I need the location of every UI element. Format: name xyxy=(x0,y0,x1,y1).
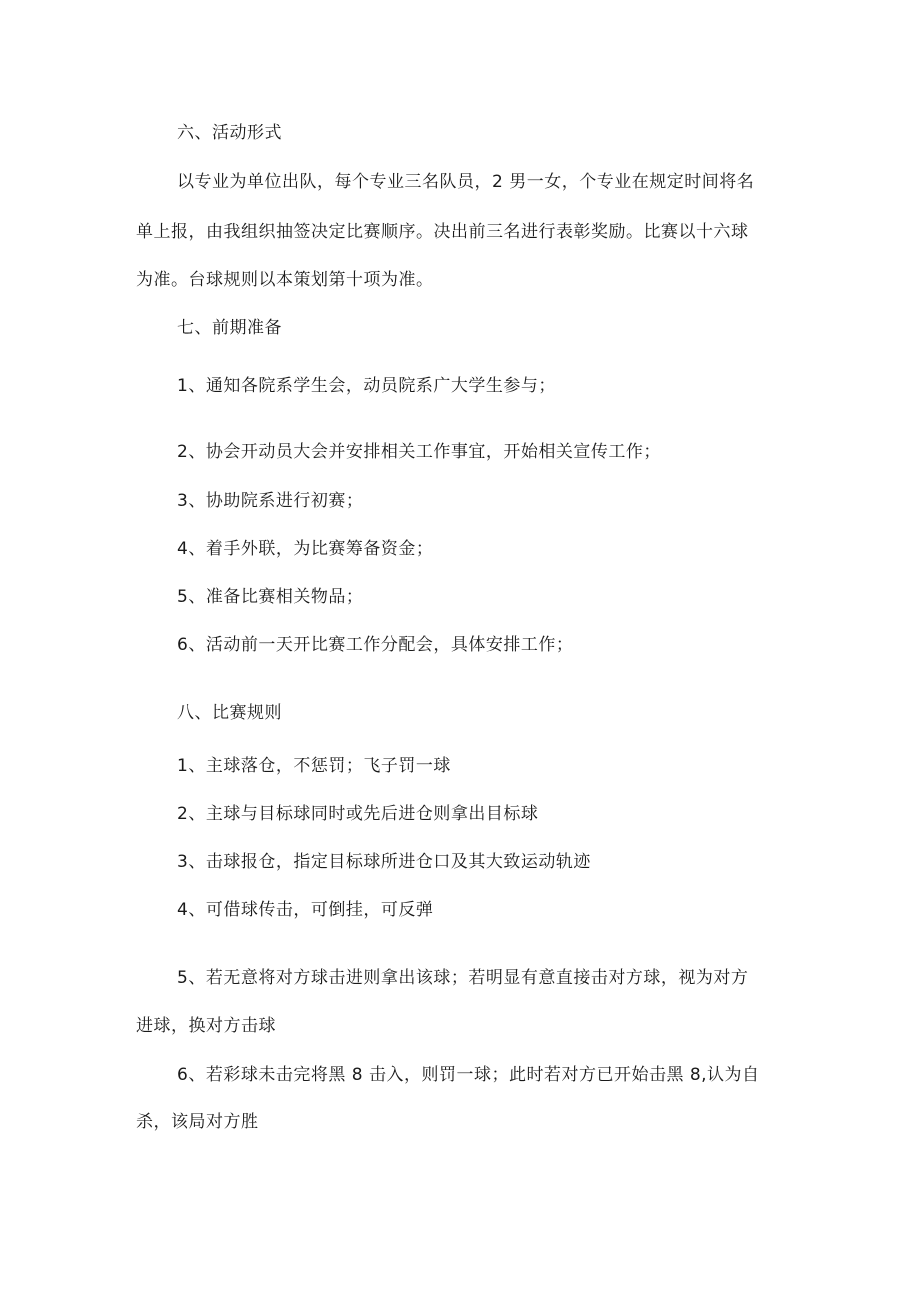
section-6-paragraph-line: 为准。台球规则以本策划第十项为准。 xyxy=(136,270,434,290)
section-7-item: 5、准备比赛相关物品； xyxy=(177,587,364,607)
section-8-item: 3、击球报仓，指定目标球所进仓口及其大致运动轨迹 xyxy=(177,852,591,872)
section-7-item: 6、活动前一天开比赛工作分配会，具体安排工作； xyxy=(177,635,574,655)
section-6-heading: 六、活动形式 xyxy=(177,123,282,143)
section-8-rule-6-line: 6、若彩球未击完将黑 8 击入，则罚一球；此时若对方已开始击黑 8,认为自 xyxy=(177,1065,760,1085)
section-8-item: 2、主球与目标球同时或先后进仓则拿出目标球 xyxy=(177,804,539,824)
section-7-item: 4、着手外联，为比赛筹备资金； xyxy=(177,539,434,559)
section-6-paragraph-line: 以专业为单位出队，每个专业三名队员，2 男一女，个专业在规定时间将名 xyxy=(177,172,755,192)
section-7-heading: 七、前期准备 xyxy=(177,318,282,338)
section-8-rule-5-line: 5、若无意将对方球击进则拿出该球；若明显有意直接击对方球，视为对方 xyxy=(177,968,749,988)
section-7-item: 1、通知各院系学生会，动员院系广大学生参与； xyxy=(177,376,556,396)
section-8-rule-5-line: 进球，换对方击球 xyxy=(136,1016,276,1036)
section-8-item: 4、可借球传击，可倒挂，可反弹 xyxy=(177,900,434,920)
section-7-item: 2、协会开动员大会并安排相关工作事宜，开始相关宣传工作； xyxy=(177,442,661,462)
section-6-paragraph-line: 单上报，由我组织抽签决定比赛顺序。决出前三名进行表彰奖励。比赛以十六球 xyxy=(136,222,749,242)
section-8-rule-6-line: 杀，该局对方胜 xyxy=(136,1112,259,1132)
section-8-heading: 八、比赛规则 xyxy=(177,703,282,723)
section-8-item: 1、主球落仓，不惩罚；飞子罚一球 xyxy=(177,756,451,776)
section-7-item: 3、协助院系进行初赛； xyxy=(177,491,364,511)
